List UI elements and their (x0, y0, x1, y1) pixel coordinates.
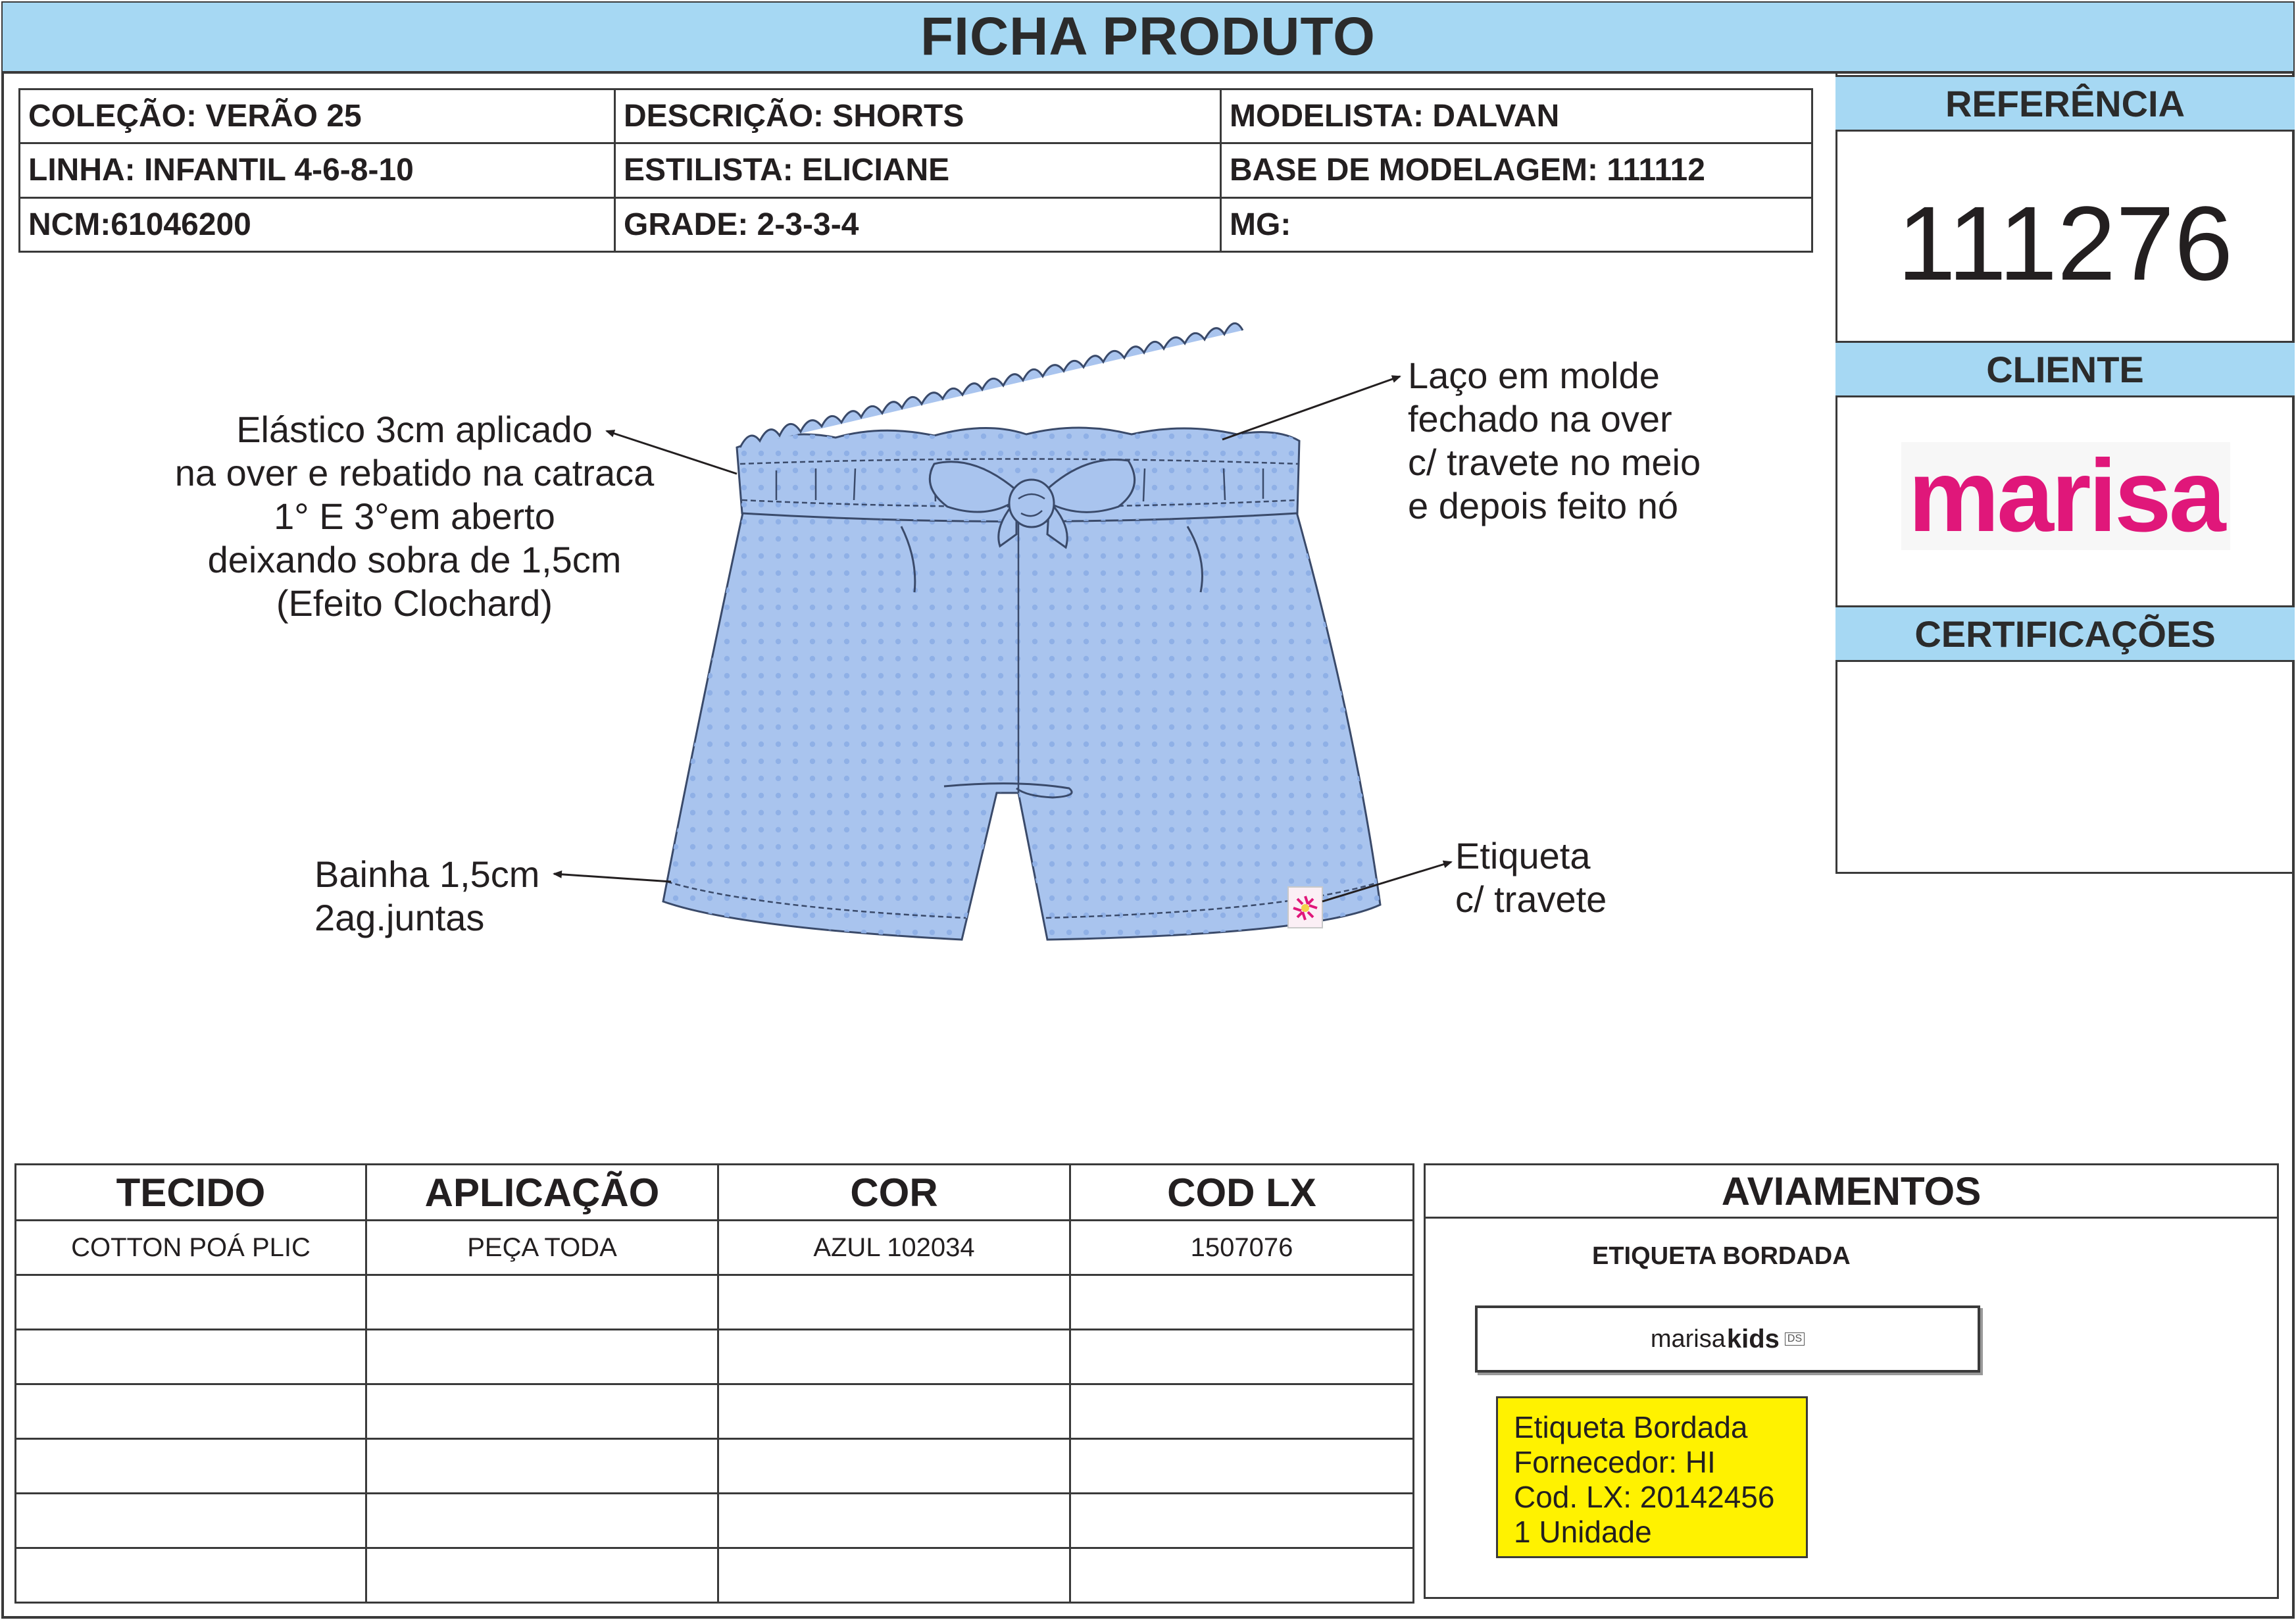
arrow-laco (1222, 376, 1400, 440)
note-line: Bainha 1,5cm (314, 853, 540, 895)
note-line: na over e rebatido na catraca (174, 452, 655, 494)
referencia-value: 111276 (1897, 184, 2234, 302)
table-row (16, 1494, 1414, 1548)
table-cell: AZUL 102034 (718, 1221, 1070, 1275)
note-line: c/ travete (1455, 878, 1607, 920)
fabric-header-row (16, 1165, 1414, 1221)
note-line: fechado na over (1408, 398, 1672, 440)
aviamento-item-title: ETIQUETA BORDADA (1592, 1242, 1851, 1270)
table-cell (366, 1494, 718, 1548)
table-cell: 1507076 (1070, 1221, 1414, 1275)
table-row (16, 1221, 1414, 1275)
table-row (16, 1275, 1414, 1330)
table-cell (1070, 1330, 1414, 1384)
referencia-header: REFERÊNCIA (1835, 75, 2295, 132)
table-cell (718, 1439, 1070, 1494)
detail-line: Cod. LX: 20142456 (1514, 1480, 1775, 1514)
table-row (16, 1439, 1414, 1494)
note-elastico (158, 408, 671, 625)
table-cell (16, 1384, 366, 1439)
info-cell: MODELISTA: DALVAN (1221, 89, 1812, 143)
table-cell (366, 1384, 718, 1439)
table-cell (718, 1548, 1070, 1603)
note-line: deixando sobra de 1,5cm (207, 539, 622, 580)
note-line: 1° E 3°em aberto (274, 495, 555, 537)
note-bainha (314, 853, 539, 940)
table-cell (1070, 1275, 1414, 1330)
table-cell (1070, 1384, 1414, 1439)
column-header: APLICAÇÃO (366, 1165, 718, 1221)
note-line: Elástico 3cm aplicado (236, 409, 593, 450)
table-cell (16, 1548, 366, 1603)
embroidered-label-sample (1475, 1305, 1980, 1373)
table-row (16, 1548, 1414, 1603)
table-cell (718, 1384, 1070, 1439)
note-line: 2ag.juntas (314, 897, 485, 938)
table-cell (16, 1439, 366, 1494)
detail-line: 1 Unidade (1514, 1515, 1652, 1549)
label-brand-text: marisa (1650, 1325, 1726, 1353)
info-cell: COLEÇÃO: VERÃO 25 (20, 89, 615, 143)
table-row (16, 1384, 1414, 1439)
label-tag (1288, 887, 1322, 928)
note-etiqueta (1455, 834, 1607, 921)
table-cell (718, 1275, 1070, 1330)
detail-line: Etiqueta Bordada (1514, 1410, 1748, 1444)
shorts-body (663, 510, 1380, 940)
table-row (16, 1330, 1414, 1384)
note-line: Etiqueta (1455, 835, 1591, 876)
table-cell (366, 1275, 718, 1330)
table-cell (16, 1494, 366, 1548)
table-cell: PEÇA TODA (366, 1221, 718, 1275)
info-cell: DESCRIÇÃO: SHORTS (615, 89, 1221, 143)
label-kids-text: kids (1726, 1324, 1780, 1354)
table-cell (366, 1548, 718, 1603)
info-cell: ESTILISTA: ELICIANE (615, 143, 1221, 197)
client-logo-text: marisa (1908, 438, 2224, 553)
table-cell (718, 1330, 1070, 1384)
certificacoes-header: CERTIFICAÇÕES (1835, 605, 2295, 662)
aviamento-details-note (1496, 1396, 1808, 1558)
table-cell (366, 1439, 718, 1494)
column-header: COD LX (1070, 1165, 1414, 1221)
table-cell (366, 1330, 718, 1384)
info-cell: MG: (1221, 197, 1812, 251)
note-line: c/ travete no meio (1408, 442, 1701, 483)
table-cell (1070, 1494, 1414, 1548)
fabric-table (14, 1163, 1414, 1604)
aviamentos-header: AVIAMENTOS (1424, 1163, 2279, 1219)
table-cell (16, 1275, 366, 1330)
column-header: TECIDO (16, 1165, 366, 1221)
table-cell (1070, 1439, 1414, 1494)
column-header: COR (718, 1165, 1070, 1221)
info-cell: LINHA: INFANTIL 4-6-8-10 (20, 143, 615, 197)
arrow-bainha (554, 874, 671, 882)
page-title: FICHA PRODUTO (920, 7, 1376, 66)
note-line: e depois feito nó (1408, 485, 1678, 526)
table-cell (1070, 1548, 1414, 1603)
info-cell: GRADE: 2-3-3-4 (615, 197, 1221, 251)
table-cell (718, 1494, 1070, 1548)
info-cell: BASE DE MODELAGEM: 111112 (1221, 143, 1812, 197)
table-cell: COTTON POÁ PLIC (16, 1221, 366, 1275)
note-line: (Efeito Clochard) (276, 582, 553, 624)
note-laco (1408, 354, 1701, 528)
info-cell: NCM:61046200 (20, 197, 615, 251)
label-ds-text: DS (1785, 1332, 1805, 1346)
detail-line: Fornecedor: HI (1514, 1445, 1716, 1479)
note-line: Laço em molde (1408, 355, 1660, 396)
cliente-header: CLIENTE (1835, 341, 2295, 397)
table-cell (16, 1330, 366, 1384)
